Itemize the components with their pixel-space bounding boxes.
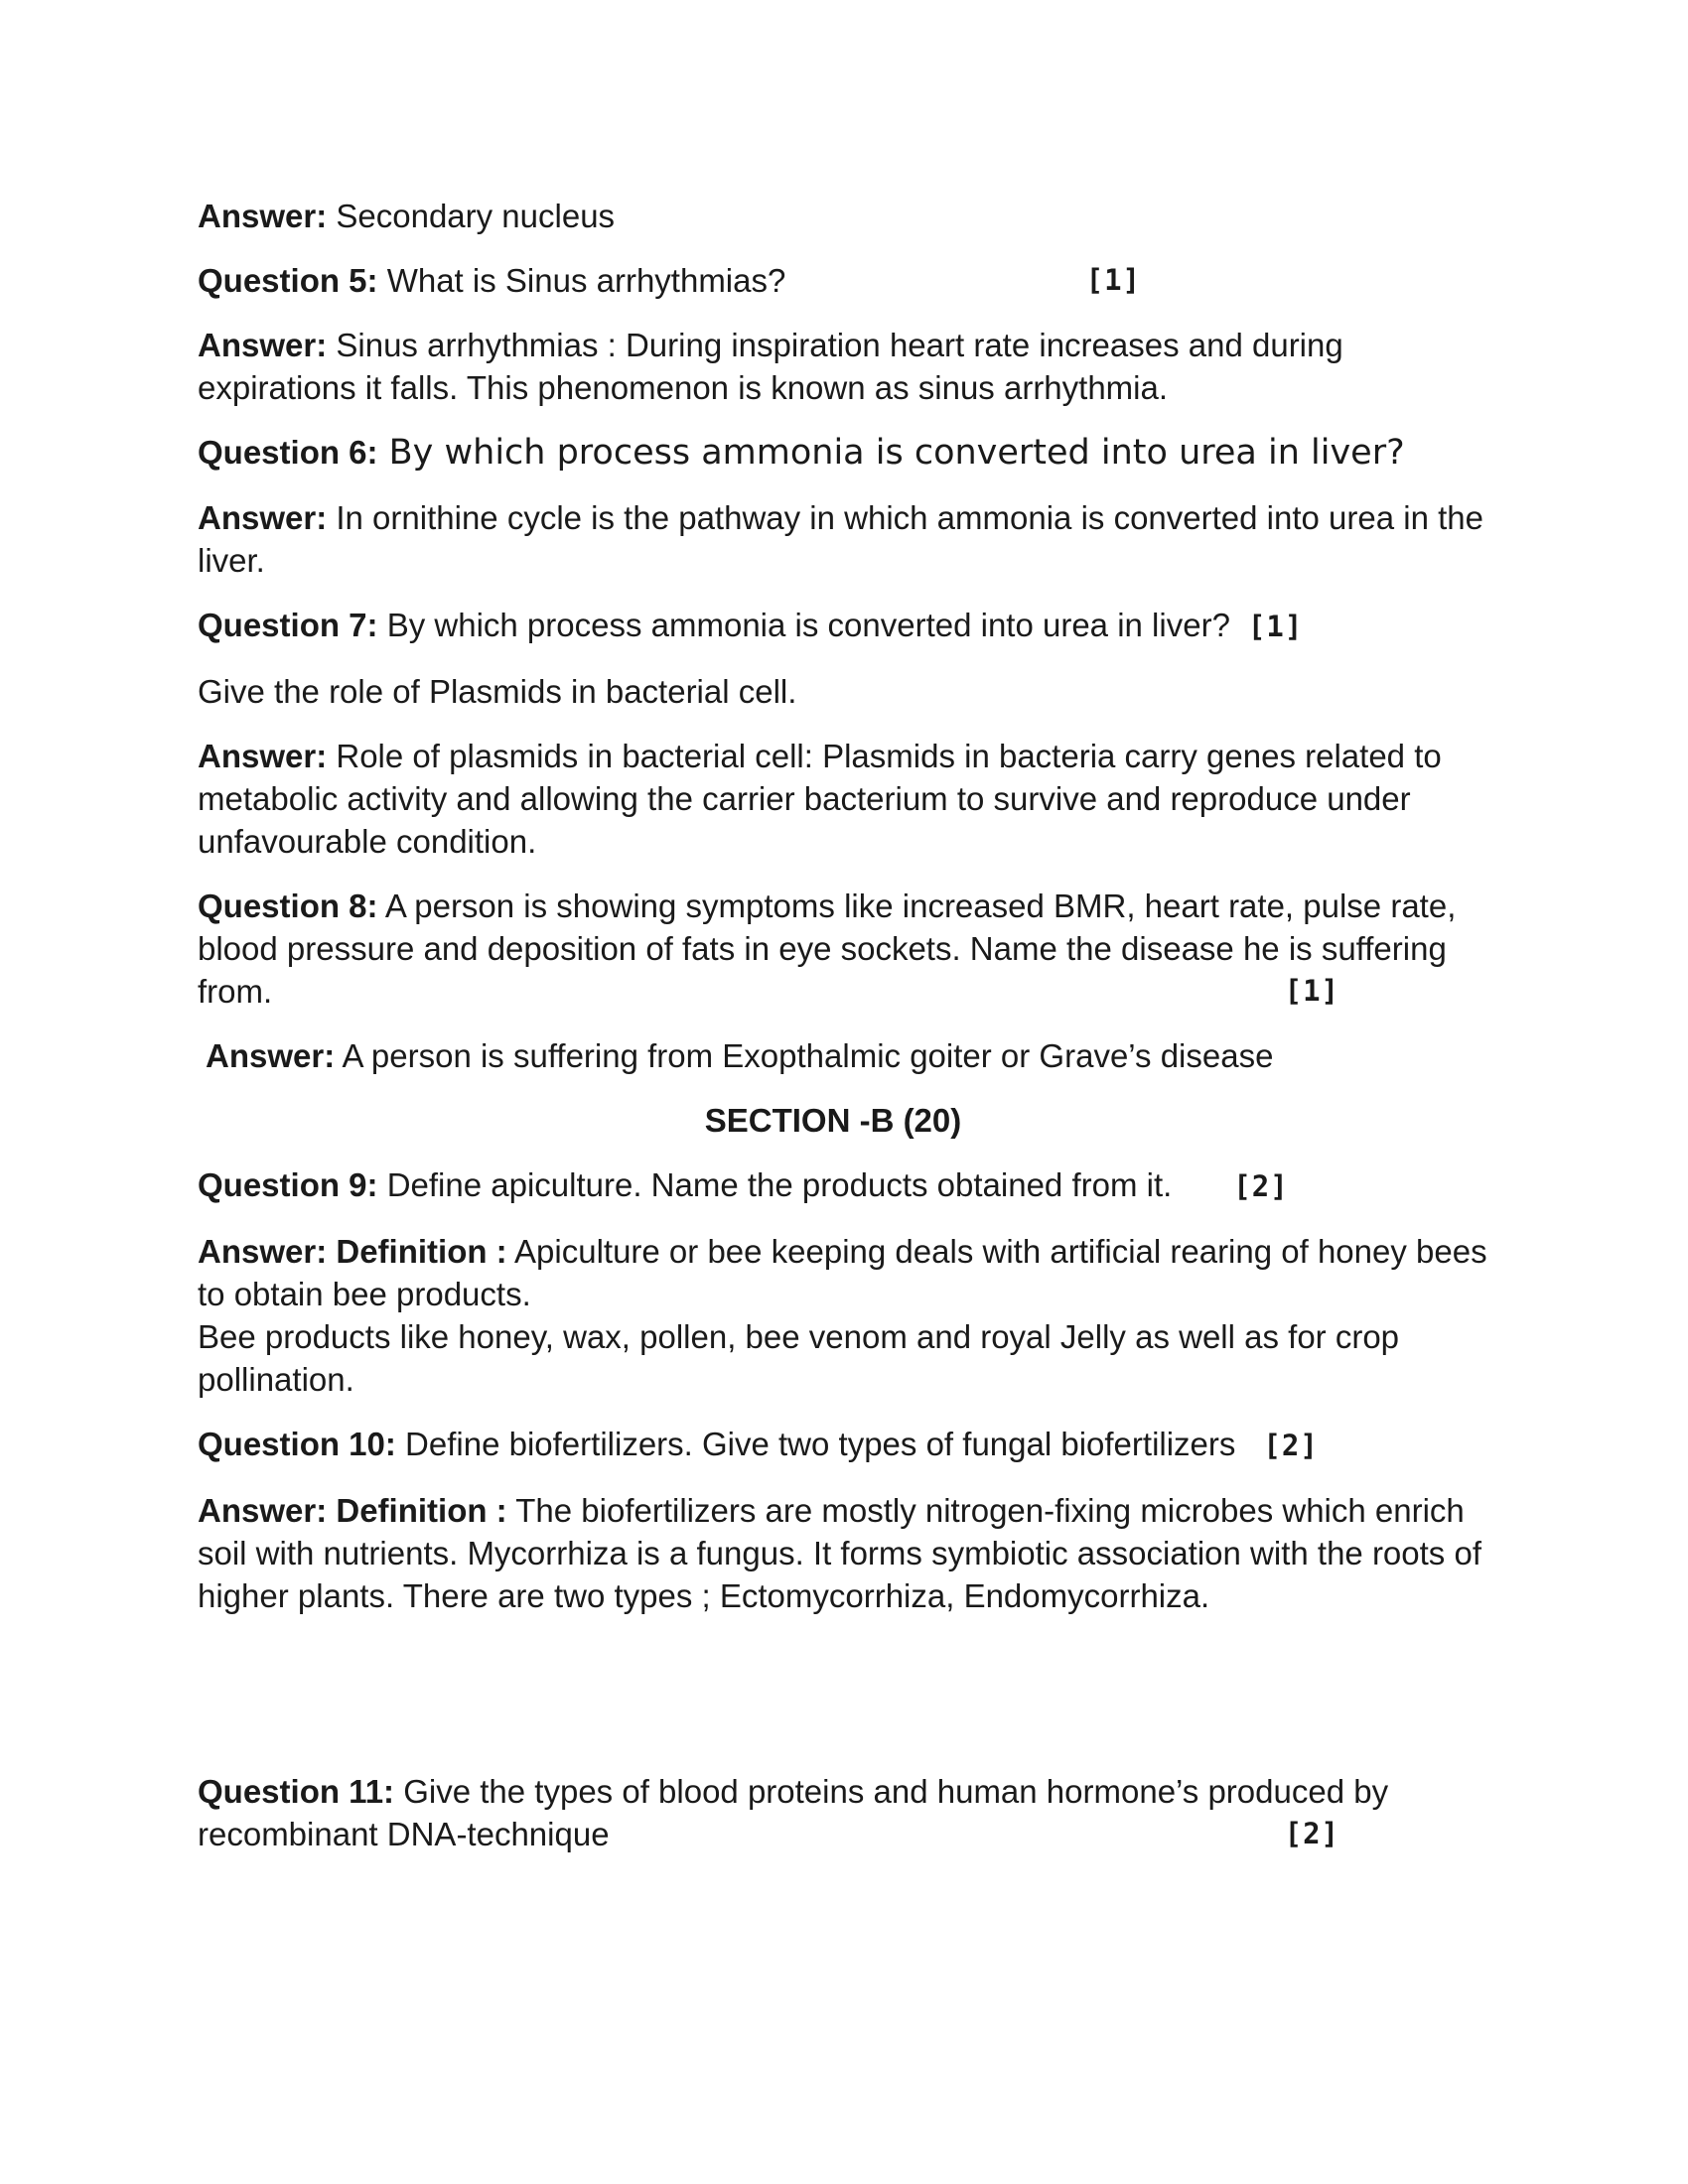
marks-badge: [1] — [1247, 610, 1304, 643]
answer-10 — [198, 1489, 1498, 1617]
question-text: Give the role of Plasmids in bacterial cell. — [198, 673, 797, 710]
question-11 — [198, 1770, 1498, 1855]
question-label: Question 8: — [198, 887, 378, 924]
marks-badge: [1] — [1284, 974, 1339, 1008]
answer-text: The biofertilizers are mostly nitrogen-fixing microbes which enrich soil with nutrients. Mycorrhiza is a fungus. It forms symbiotic association with the roots of higher plants. There are two types ; Ectomycorrhiza, Endomycorrhiza. — [198, 1492, 1481, 1614]
answer-text: Secondary nucleus — [327, 198, 616, 234]
section-b-heading: SECTION -B (20) — [704, 1102, 962, 1139]
answer-text: In ornithine cycle is the pathway in which ammonia is converted into urea in the liver. — [198, 499, 1483, 579]
answer-label: Answer: Definition : — [198, 1492, 507, 1529]
answer-9 — [198, 1230, 1498, 1401]
question-text: Define biofertilizers. Give two types of fungal biofertilizers — [395, 1426, 1236, 1462]
answer-label: Answer: — [198, 327, 328, 363]
answer-7 — [198, 735, 1498, 863]
answer-5 — [198, 324, 1498, 409]
marks-badge: [1] — [1085, 263, 1141, 297]
document-page — [198, 195, 1498, 1877]
answer-label: Answer: — [206, 1037, 336, 1074]
answer-text: A person is suffering from Exopthalmic goiter or Grave’s disease — [335, 1037, 1274, 1074]
answer-label: Answer: — [198, 198, 328, 234]
answer-8 — [198, 1034, 1498, 1077]
answer-4 — [198, 195, 1498, 237]
question-10 — [198, 1423, 1498, 1467]
question-label: Question 5: — [198, 262, 378, 299]
question-text: A person is showing symptoms like increased BMR, heart rate, pulse rate, blood pressure and deposition of fats in eye sockets. Name the disease he is suffering from. — [198, 887, 1457, 1010]
answer-text: Sinus arrhythmias : During inspiration heart rate increases and during expirations it falls. This phenomenon is known as sinus arrhythmia. — [198, 327, 1343, 406]
answer-text: Apiculture or bee keeping deals with artificial rearing of honey bees to obtain bee products. — [198, 1233, 1487, 1312]
marks-badge: [2] — [1284, 1817, 1339, 1850]
question-text: What is Sinus arrhythmias? — [377, 262, 786, 299]
question-label: Question 6: — [198, 434, 378, 471]
question-text: By which process ammonia is converted into urea in liver? — [377, 433, 1405, 473]
question-label: Question 7: — [198, 607, 378, 643]
question-label: Question 10: — [198, 1426, 396, 1462]
question-8 — [198, 885, 1498, 1013]
question-7-part-b — [198, 670, 1498, 713]
question-label: Question 9: — [198, 1166, 378, 1203]
marks-badge: [2] — [1263, 1429, 1319, 1462]
question-9 — [198, 1163, 1498, 1208]
answer-label: Answer: — [198, 499, 328, 536]
answer-text-continued: Bee products like honey, wax, pollen, bee venom and royal Jelly as well as for crop pollination. — [198, 1318, 1400, 1398]
answer-label: Answer: — [198, 738, 328, 774]
question-5 — [198, 259, 1498, 302]
answer-text: Role of plasmids in bacterial cell: Plasmids in bacteria carry genes related to metabolic activity and allowing the carrier bacterium to survive and reproduce under unfavourable condition. — [198, 738, 1442, 860]
answer-label: Answer: Definition : — [198, 1233, 507, 1270]
question-text: Define apiculture. Name the products obtained from it. — [377, 1166, 1173, 1203]
question-text: By which process ammonia is converted into urea in liver? — [377, 607, 1230, 643]
question-7 — [198, 604, 1498, 648]
marks-badge: [2] — [1233, 1169, 1289, 1203]
question-6 — [198, 431, 1498, 475]
question-label: Question 11: — [198, 1773, 395, 1810]
blank-space — [198, 1639, 1498, 1770]
question-text: Give the types of blood proteins and human hormone’s produced by recombinant DNA-technique — [198, 1773, 1389, 1852]
answer-6 — [198, 496, 1498, 582]
